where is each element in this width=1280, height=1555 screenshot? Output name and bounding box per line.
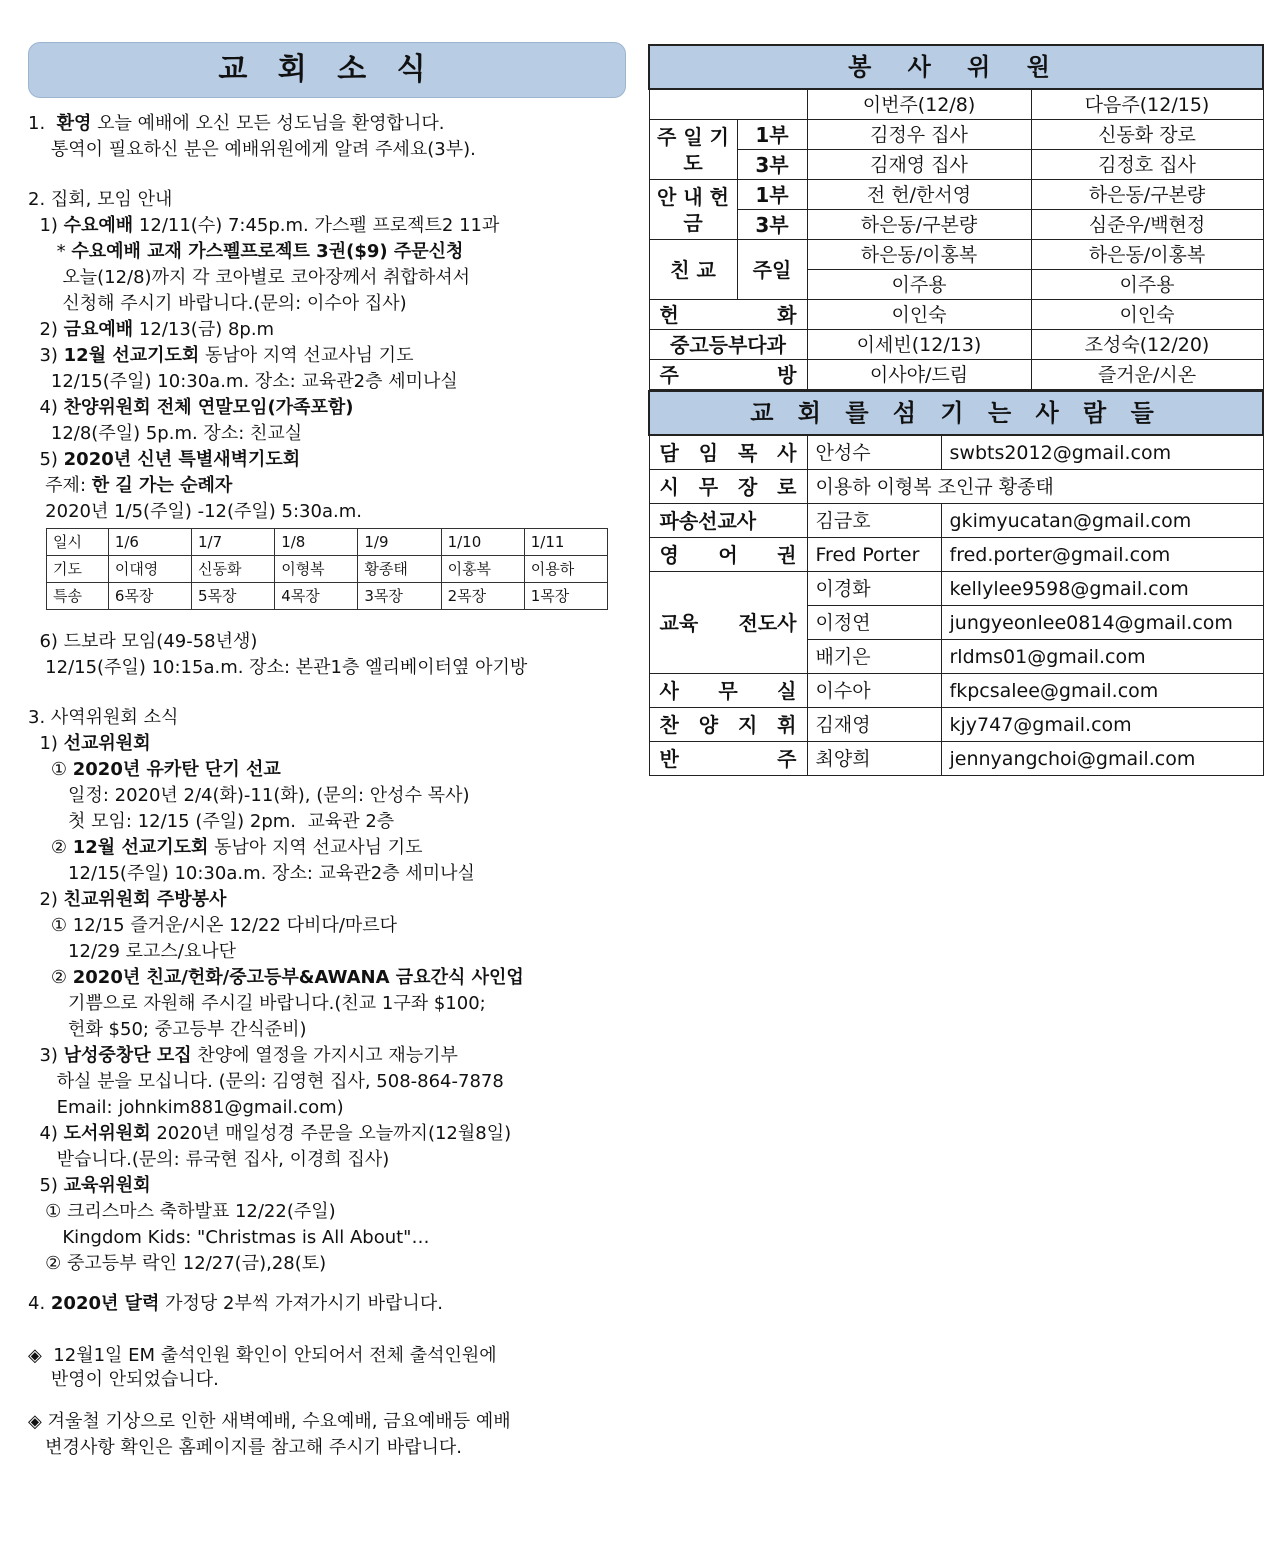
dawn-prayer-schedule-table <box>46 528 608 610</box>
news-line-text: 1) <box>28 215 64 236</box>
news-line-rest: 12/13(금) 8p.m <box>133 319 275 340</box>
staff-elders-names: 이용하 이형복 조인규 황종태 <box>807 470 1263 504</box>
schedule-cell: 이대영 <box>108 556 191 583</box>
staff-name-missionary: 김금호 <box>807 504 941 538</box>
staff-email-edu-3: rldms01@gmail.com <box>941 640 1263 674</box>
news-line-rest: 동남아 지역 선교사님 기도 <box>208 837 423 858</box>
staff-role-education: 교육 전도사 <box>649 572 807 674</box>
schedule-cell: 4목장 <box>275 583 358 610</box>
news-line-text: 3) <box>28 345 64 366</box>
news-line-text: 2020년 1/5(주일) -12(주일) 5:30a.m. <box>28 501 362 522</box>
news-line-bold: 수요예배 <box>63 215 134 236</box>
staff-name-choir: 김재영 <box>807 708 941 742</box>
usher-next-3: 심준우/백현정 <box>1031 210 1263 240</box>
flower-this: 이인숙 <box>807 300 1031 330</box>
news-line <box>28 396 353 420</box>
news-line <box>28 1096 344 1120</box>
staff-role-english: 영 어 권 <box>649 538 807 572</box>
news-line-bold: 2020년 달력 <box>50 1293 160 1314</box>
schedule-cell: 1/7 <box>192 529 275 556</box>
news-line <box>28 500 362 524</box>
news-line <box>28 1368 219 1392</box>
news-line-bold: 2020년 친교/헌화/중고등부&AWANA 금요간식 사인업 <box>72 967 524 988</box>
prayer-next-3: 김정호 집사 <box>1031 150 1263 180</box>
news-line <box>28 836 423 860</box>
news-line-text: 반영이 안되었습니다. <box>28 1369 219 1390</box>
news-line-bold: 2020년 신년 특별새벽기도회 <box>63 449 301 470</box>
news-line-text: ① <box>28 759 73 780</box>
schedule-cell: 이홍복 <box>441 556 524 583</box>
usher-label: 안 내 헌 금 <box>649 180 737 240</box>
schedule-cell: 이형복 <box>275 556 358 583</box>
news-line-bold: 수요예배 교재 가스펠프로젝트 3권($9) 주문신청 <box>71 241 464 262</box>
news-line-text: 1) <box>28 733 64 754</box>
usher-part3-label: 3부 <box>737 210 807 240</box>
youth-snack-label: 중고등부다과 <box>649 330 807 360</box>
youth-next: 조성숙(12/20) <box>1031 330 1263 360</box>
news-line-text: 1. <box>28 113 57 134</box>
staff-role-office: 사 무 실 <box>649 674 807 708</box>
schedule-cell: 1/11 <box>524 529 607 556</box>
news-line <box>28 1410 511 1434</box>
news-line <box>28 1252 326 1276</box>
news-line-text: 하실 분을 모십니다. (문의: 김영현 집사, 508-864-7878 <box>28 1071 504 1092</box>
schedule-cell: 일시 <box>47 529 109 556</box>
news-line <box>28 758 281 782</box>
staff-role-pastor: 담 임 목 사 <box>649 435 807 470</box>
staff-email-edu-2: jungyeonlee0814@gmail.com <box>941 606 1263 640</box>
news-line-text: 2) <box>28 889 64 910</box>
church-news-title: 교 회 소 식 <box>28 42 626 98</box>
staff-email-choir: kjy747@gmail.com <box>941 708 1263 742</box>
staff-email-english: fred.porter@gmail.com <box>941 538 1263 572</box>
staff-email-missionary: gkimyucatan@gmail.com <box>941 504 1263 538</box>
next-week-header: 다음주(12/15) <box>1031 89 1263 120</box>
usher-this-1: 전 헌/한서영 <box>807 180 1031 210</box>
news-line <box>28 448 300 472</box>
news-line <box>28 422 302 446</box>
news-line-text: ② 중고등부 락인 12/27(금),28(토) <box>28 1253 327 1274</box>
staff-role-accompanist: 반 주 <box>649 742 807 776</box>
news-line <box>28 112 444 136</box>
news-line-text: ② <box>28 837 73 858</box>
prayer-this-3: 김재영 집사 <box>807 150 1031 180</box>
fellowship-next-1: 하은동/이홍복 <box>1031 240 1263 270</box>
news-line-text: 6) 드보라 모임(49-58년생) <box>28 631 258 652</box>
news-line <box>28 1044 458 1068</box>
staff-name-english: Fred Porter <box>807 538 941 572</box>
part3-label: 3부 <box>737 150 807 180</box>
news-line-text: 헌화 $50; 중고등부 간식준비) <box>28 1019 307 1040</box>
fellowship-label: 친 교 <box>649 240 737 300</box>
schedule-cell: 6목장 <box>108 583 191 610</box>
news-line <box>28 344 413 368</box>
staff-email-edu-1: kellylee9598@gmail.com <box>941 572 1263 606</box>
service-committee-table <box>648 44 1264 390</box>
news-line <box>28 1226 429 1250</box>
news-line <box>28 940 236 964</box>
news-line-text: 3. 사역위원회 소식 <box>28 707 179 728</box>
church-staff-table <box>648 390 1264 776</box>
news-line-text: 신청해 주시기 바랍니다.(문의: 이수아 집사) <box>28 293 407 314</box>
news-line-text: 4) <box>28 1123 64 1144</box>
news-line-bold: 교육위원회 <box>63 1175 151 1196</box>
schedule-cell: 기도 <box>47 556 109 583</box>
news-line <box>28 318 274 342</box>
news-line <box>28 188 172 212</box>
news-line <box>28 1070 504 1094</box>
news-line-text: ① 12/15 즐거운/시온 12/22 다비다/마르다 <box>28 915 398 936</box>
news-line <box>28 784 469 808</box>
news-line-bold: 선교위원회 <box>63 733 151 754</box>
news-line-text: 4. <box>28 1293 51 1314</box>
news-line <box>28 138 476 162</box>
news-line-bold: 한 길 가는 순례자 <box>91 475 233 496</box>
news-line-text: 2) <box>28 319 64 340</box>
news-line-bold: 환영 <box>56 113 92 134</box>
schedule-row <box>47 529 608 556</box>
news-line <box>28 292 407 316</box>
news-line-bold: 남성중창단 모집 <box>63 1045 192 1066</box>
staff-role-choir: 찬 양 지 휘 <box>649 708 807 742</box>
news-line <box>28 810 394 834</box>
news-line <box>28 1174 151 1198</box>
staff-name-pastor: 안성수 <box>807 435 941 470</box>
news-line <box>28 862 475 886</box>
prayer-this-1: 김정우 집사 <box>807 120 1031 150</box>
schedule-cell: 1/10 <box>441 529 524 556</box>
news-line-text: 12/15(주일) 10:30a.m. 장소: 교육관2층 세미나실 <box>28 863 475 884</box>
news-line <box>28 914 397 938</box>
staff-email-accompanist: jennyangchoi@gmail.com <box>941 742 1263 776</box>
news-line-text: 5) <box>28 449 64 470</box>
news-line-bold: 도서위원회 <box>63 1123 151 1144</box>
flower-label: 헌 화 <box>649 300 807 330</box>
news-line-text: ② <box>28 967 73 988</box>
news-line-bold: 찬양위원회 전체 연말모임(가족포함) <box>63 397 354 418</box>
news-line-bold: 12월 선교기도회 <box>63 345 200 366</box>
news-line <box>28 240 463 264</box>
fellowship-this-1: 하은동/이홍복 <box>807 240 1031 270</box>
staff-role-elders: 시 무 장 로 <box>649 470 807 504</box>
news-line-rest: 가정당 2부씩 가져가시기 바랍니다. <box>159 1293 443 1314</box>
news-line-text: 12/8(주일) 5p.m. 장소: 친교실 <box>28 423 303 444</box>
usher-this-3: 하은동/구본량 <box>807 210 1031 240</box>
schedule-cell: 이용하 <box>524 556 607 583</box>
news-line <box>28 1344 497 1368</box>
news-line <box>28 266 470 290</box>
news-line-text: 주제: <box>28 475 92 496</box>
news-line-bold: 2020년 유카탄 단기 선교 <box>72 759 281 780</box>
flower-next: 이인숙 <box>1031 300 1263 330</box>
news-line-text: 통역이 필요하신 분은 예배위원에게 알려 주세요(3부). <box>28 139 476 160</box>
news-line-text: 기쁨으로 자원해 주시길 바랍니다.(친교 1구좌 $100; <box>28 993 486 1014</box>
news-line <box>28 1292 443 1316</box>
service-committee-title: 봉 사 위 원 <box>649 45 1263 89</box>
news-line-text: * <box>28 241 72 262</box>
staff-email-office: fkpcsalee@gmail.com <box>941 674 1263 708</box>
schedule-cell: 1/6 <box>108 529 191 556</box>
sunday-label: 주일 <box>737 240 807 300</box>
schedule-cell: 황종태 <box>358 556 441 583</box>
kitchen-next: 즐거운/시온 <box>1031 360 1263 390</box>
schedule-cell: 신동화 <box>192 556 275 583</box>
schedule-cell: 5목장 <box>192 583 275 610</box>
news-line-bold: 친교위원회 주방봉사 <box>63 889 227 910</box>
news-line-rest: 오늘 예배에 오신 모든 성도님을 환영합니다. <box>91 113 445 134</box>
schedule-cell: 1/8 <box>275 529 358 556</box>
news-line-text: ◈ 겨울철 기상으로 인한 새벽예배, 수요예배, 금요예배등 예배 <box>28 1411 511 1432</box>
news-line-bold: 12월 선교기도회 <box>72 837 209 858</box>
news-line <box>28 992 486 1016</box>
usher-next-1: 하은동/구본량 <box>1031 180 1263 210</box>
news-line-text: 12/15(주일) 10:30a.m. 장소: 교육관2층 세미나실 <box>28 371 458 392</box>
news-line-text: 5) <box>28 1175 64 1196</box>
this-week-header: 이번주(12/8) <box>807 89 1031 120</box>
news-line <box>28 732 151 756</box>
news-line-text: Email: johnkim881@gmail.com) <box>28 1097 344 1118</box>
empty-header-cell <box>649 89 807 120</box>
kitchen-this: 이사야/드림 <box>807 360 1031 390</box>
news-line-rest: 동남아 지역 선교사님 기도 <box>199 345 414 366</box>
part1-label: 1부 <box>737 120 807 150</box>
news-line-text: 변경사항 확인은 홈페이지를 참고해 주시기 바랍니다. <box>28 1437 463 1458</box>
schedule-cell: 2목장 <box>441 583 524 610</box>
news-line-text: 4) <box>28 397 64 418</box>
news-line <box>28 370 458 394</box>
news-line <box>28 1018 307 1042</box>
news-line-rest: 찬양에 열정을 가지시고 재능기부 <box>191 1045 458 1066</box>
schedule-cell: 1/9 <box>358 529 441 556</box>
church-news-column <box>28 42 628 1458</box>
news-line-text: Kingdom Kids: "Christmas is All About"… <box>28 1227 430 1248</box>
news-line-bold: 금요예배 <box>63 319 134 340</box>
usher-part1-label: 1부 <box>737 180 807 210</box>
staff-name-office: 이수아 <box>807 674 941 708</box>
news-line <box>28 706 178 730</box>
schedule-row <box>47 556 608 583</box>
news-line-text: 받습니다.(문의: 류국현 집사, 이경희 집사) <box>28 1149 390 1170</box>
news-line-text: ◈ 12월1일 EM 출석인원 확인이 안되어서 전체 출석인원에 <box>28 1345 497 1366</box>
news-line-text: 3) <box>28 1045 64 1066</box>
news-line-rest: 12/11(수) 7:45p.m. 가스펠 프로젝트2 11과 <box>133 215 500 236</box>
staff-email-pastor: swbts2012@gmail.com <box>941 435 1263 470</box>
news-line-text: 12/15(주일) 10:15a.m. 장소: 본관1층 엘리베이터옆 아기방 <box>28 657 528 678</box>
kitchen-label: 주 방 <box>649 360 807 390</box>
news-line <box>28 1122 511 1146</box>
news-line <box>28 474 232 498</box>
news-line <box>28 1148 389 1172</box>
news-line-text: 12/29 로고스/요나단 <box>28 941 237 962</box>
news-line-text: 첫 모임: 12/15 (주일) 2pm. 교육관 2층 <box>28 811 395 832</box>
schedule-cell: 1목장 <box>524 583 607 610</box>
staff-name-edu-2: 이정연 <box>807 606 941 640</box>
fellowship-this-2: 이주용 <box>807 270 1031 300</box>
fellowship-next-2: 이주용 <box>1031 270 1263 300</box>
prayer-label: 주 일 기 도 <box>649 120 737 180</box>
news-line <box>28 656 527 680</box>
schedule-row <box>47 583 608 610</box>
youth-this: 이세빈(12/13) <box>807 330 1031 360</box>
news-line <box>28 888 226 912</box>
staff-role-missionary: 파송선교사 <box>649 504 807 538</box>
news-line <box>28 1200 336 1224</box>
news-line <box>28 630 257 654</box>
news-line-text: ① 크리스마스 축하발표 12/22(주일) <box>28 1201 336 1222</box>
news-line-rest: 2020년 매일성경 주문을 오늘까지(12월8일) <box>150 1123 512 1144</box>
news-line-text: 오늘(12/8)까지 각 코아별로 코아장께서 취합하셔서 <box>28 267 471 288</box>
news-line <box>28 214 499 238</box>
service-column <box>648 44 1262 776</box>
church-staff-title: 교 회 를 섬 기 는 사 람 들 <box>649 391 1263 435</box>
prayer-next-1: 신동화 장로 <box>1031 120 1263 150</box>
news-line-text: 2. 집회, 모임 안내 <box>28 189 173 210</box>
staff-name-edu-3: 배기은 <box>807 640 941 674</box>
news-line <box>28 966 524 990</box>
staff-name-edu-1: 이경화 <box>807 572 941 606</box>
news-line <box>28 1436 462 1460</box>
schedule-cell: 특송 <box>47 583 109 610</box>
staff-name-accompanist: 최양희 <box>807 742 941 776</box>
news-line-text: 일정: 2020년 2/4(화)-11(화), (문의: 안성수 목사) <box>28 785 470 806</box>
schedule-cell: 3목장 <box>358 583 441 610</box>
